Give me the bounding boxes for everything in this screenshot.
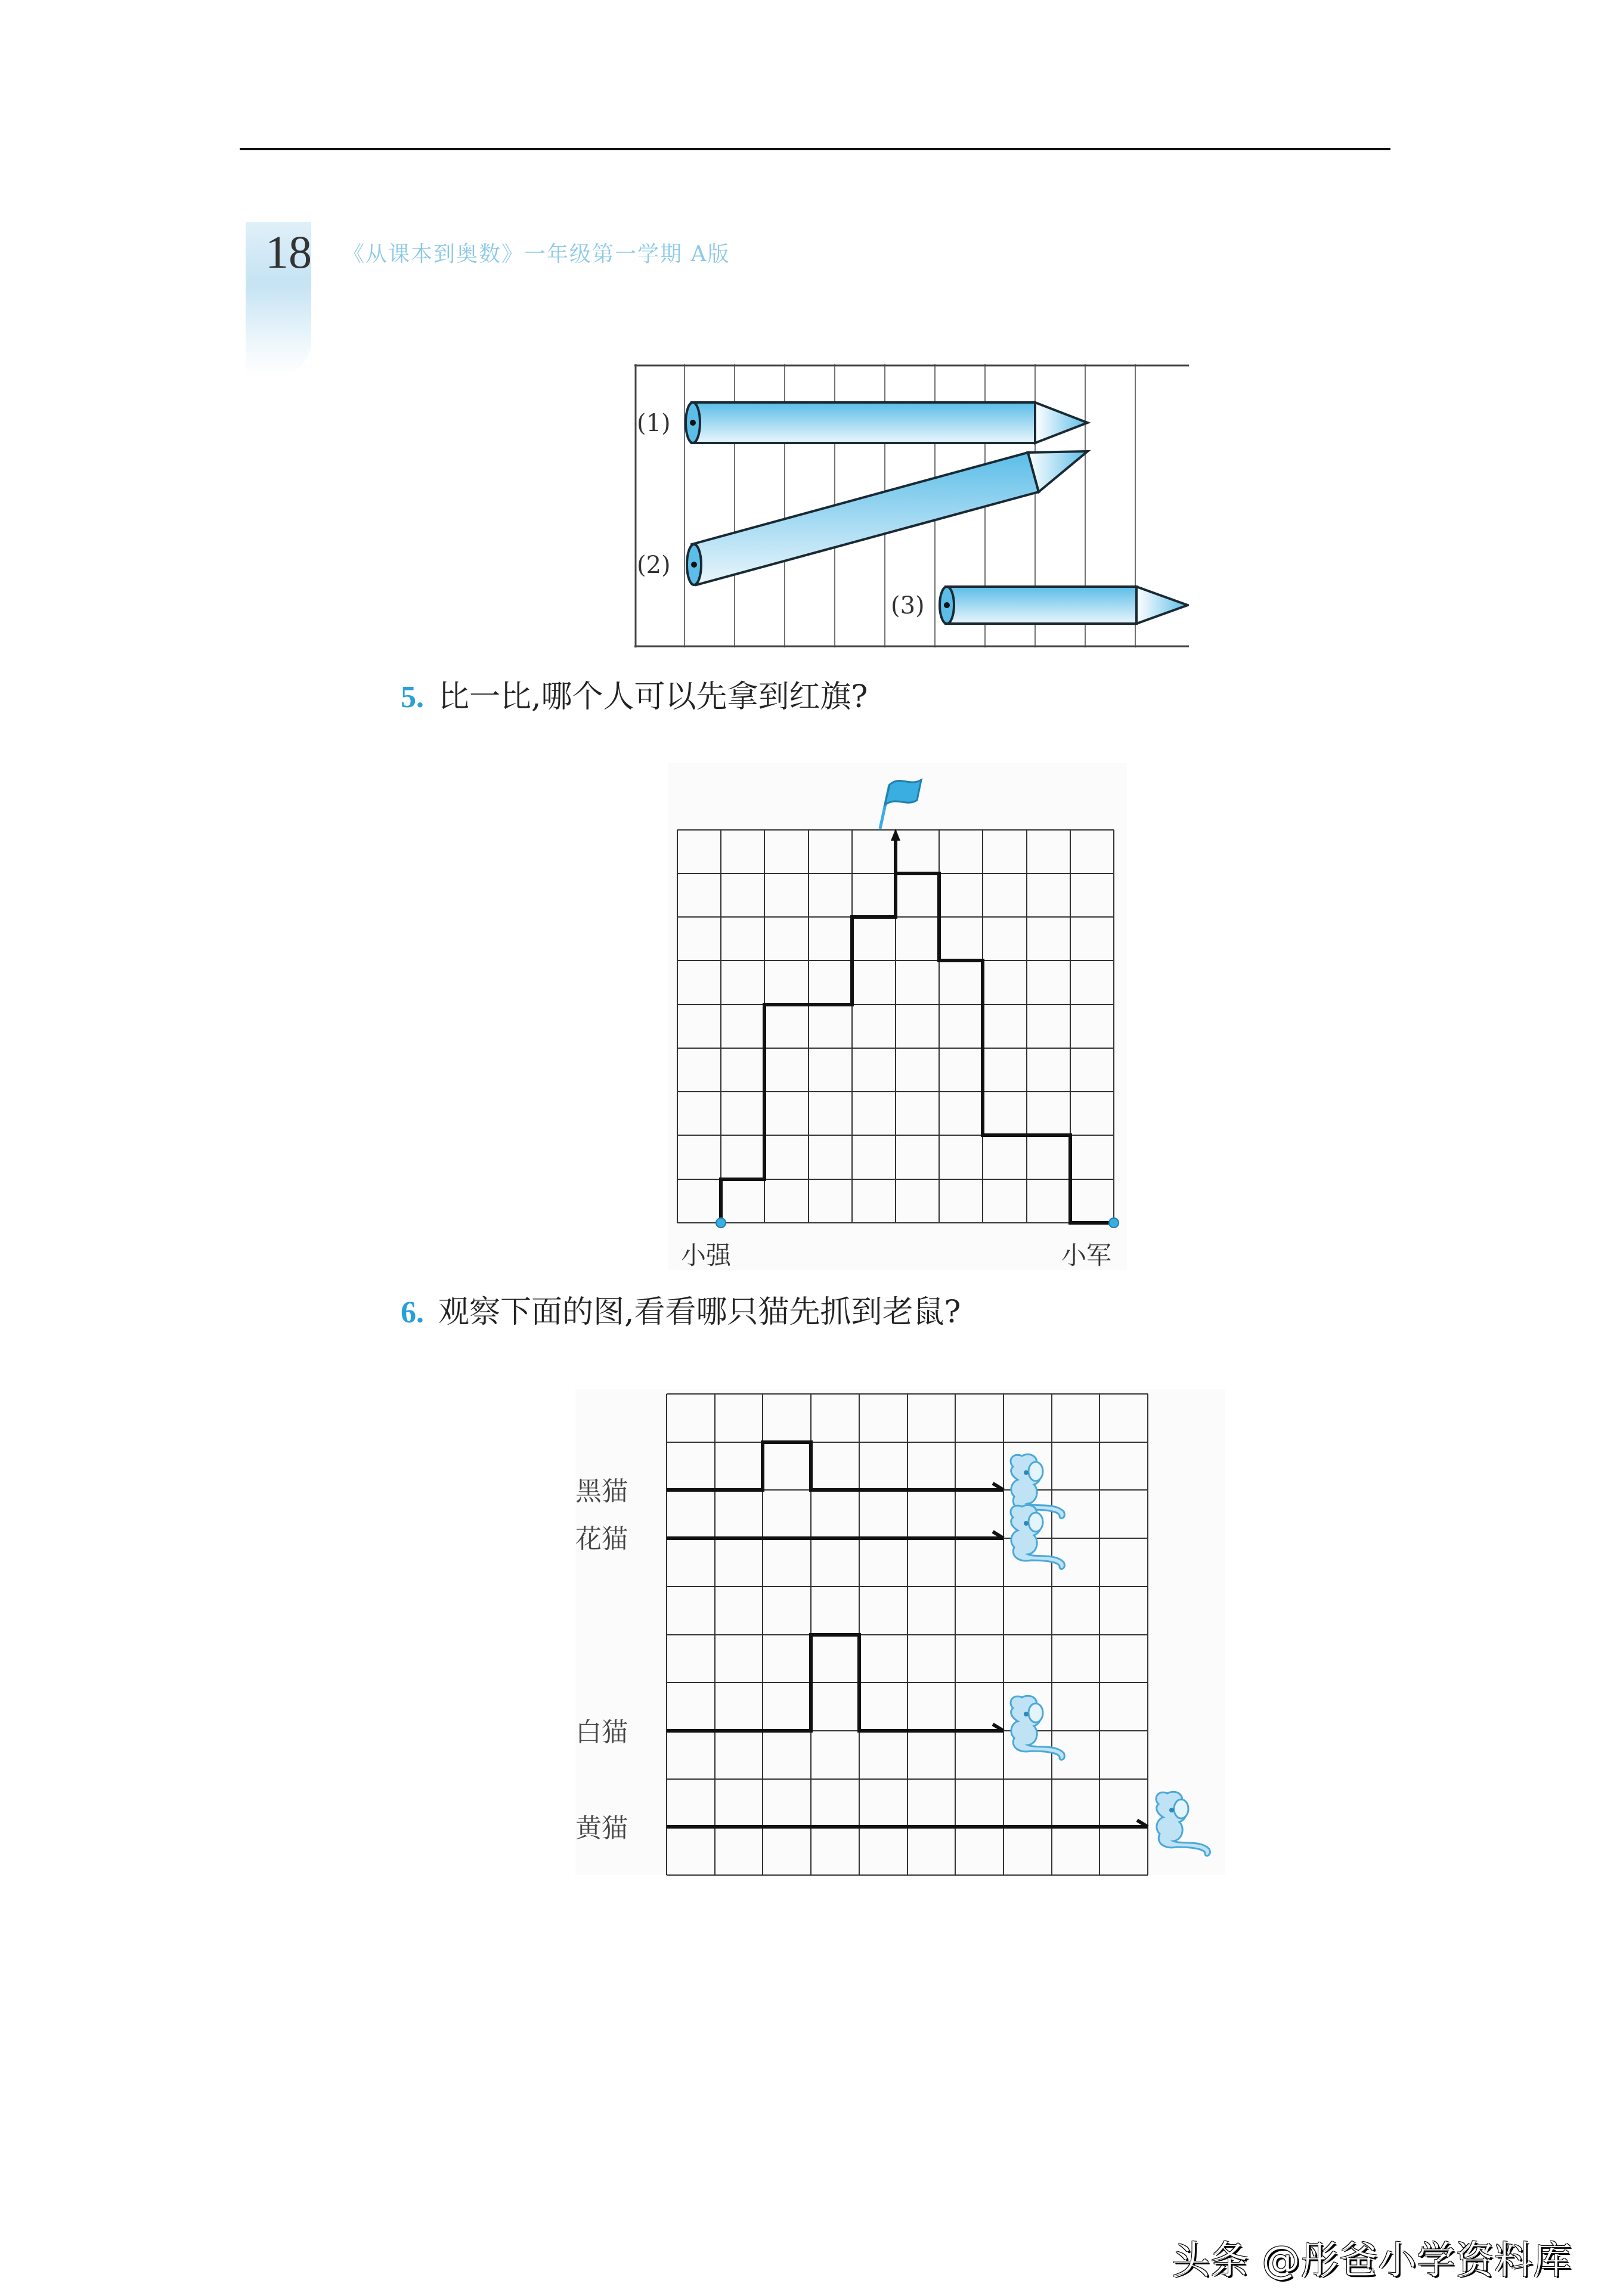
question-5-text: 比一比,哪个人可以先拿到红旗? <box>438 679 868 715</box>
running-head: 《从课本到奥数》一年级第一学期 A版 <box>343 242 730 267</box>
label-white-cat: 白猫 <box>575 1717 628 1747</box>
label-xiaojun: 小军 <box>1061 1241 1112 1270</box>
pencil-label-2: (2) <box>637 551 671 579</box>
question-6-text: 观察下面的图,看看哪只猫先抓到老鼠? <box>438 1294 961 1330</box>
pencil-1 <box>686 402 1088 443</box>
flag-path-grid <box>668 763 1133 1276</box>
pencil-figure <box>634 364 1189 647</box>
label-black-cat: 黑猫 <box>575 1476 628 1507</box>
label-flower-cat: 花猫 <box>575 1524 628 1554</box>
label-xiaoqiang: 小强 <box>681 1241 732 1270</box>
watermark: 头条 @彤爸小学资料库 <box>1172 2239 1572 2283</box>
header-rule <box>240 148 1390 150</box>
pencil-3 <box>940 587 1188 624</box>
cat-mouse-grid <box>575 1389 1231 1884</box>
pencil-2 <box>687 451 1088 585</box>
page-number: 18 <box>265 226 312 278</box>
question-5-number: 5. <box>401 680 424 714</box>
pencil-label-3: (3) <box>891 592 925 619</box>
pencil-label-1: (1) <box>637 410 671 437</box>
start-dot-left <box>716 1218 726 1228</box>
question-5 <box>401 671 868 716</box>
start-dot-right <box>1109 1218 1119 1228</box>
question-6 <box>401 1287 961 1331</box>
label-yellow-cat: 黄猫 <box>575 1813 628 1843</box>
question-6-number: 6. <box>401 1296 424 1330</box>
